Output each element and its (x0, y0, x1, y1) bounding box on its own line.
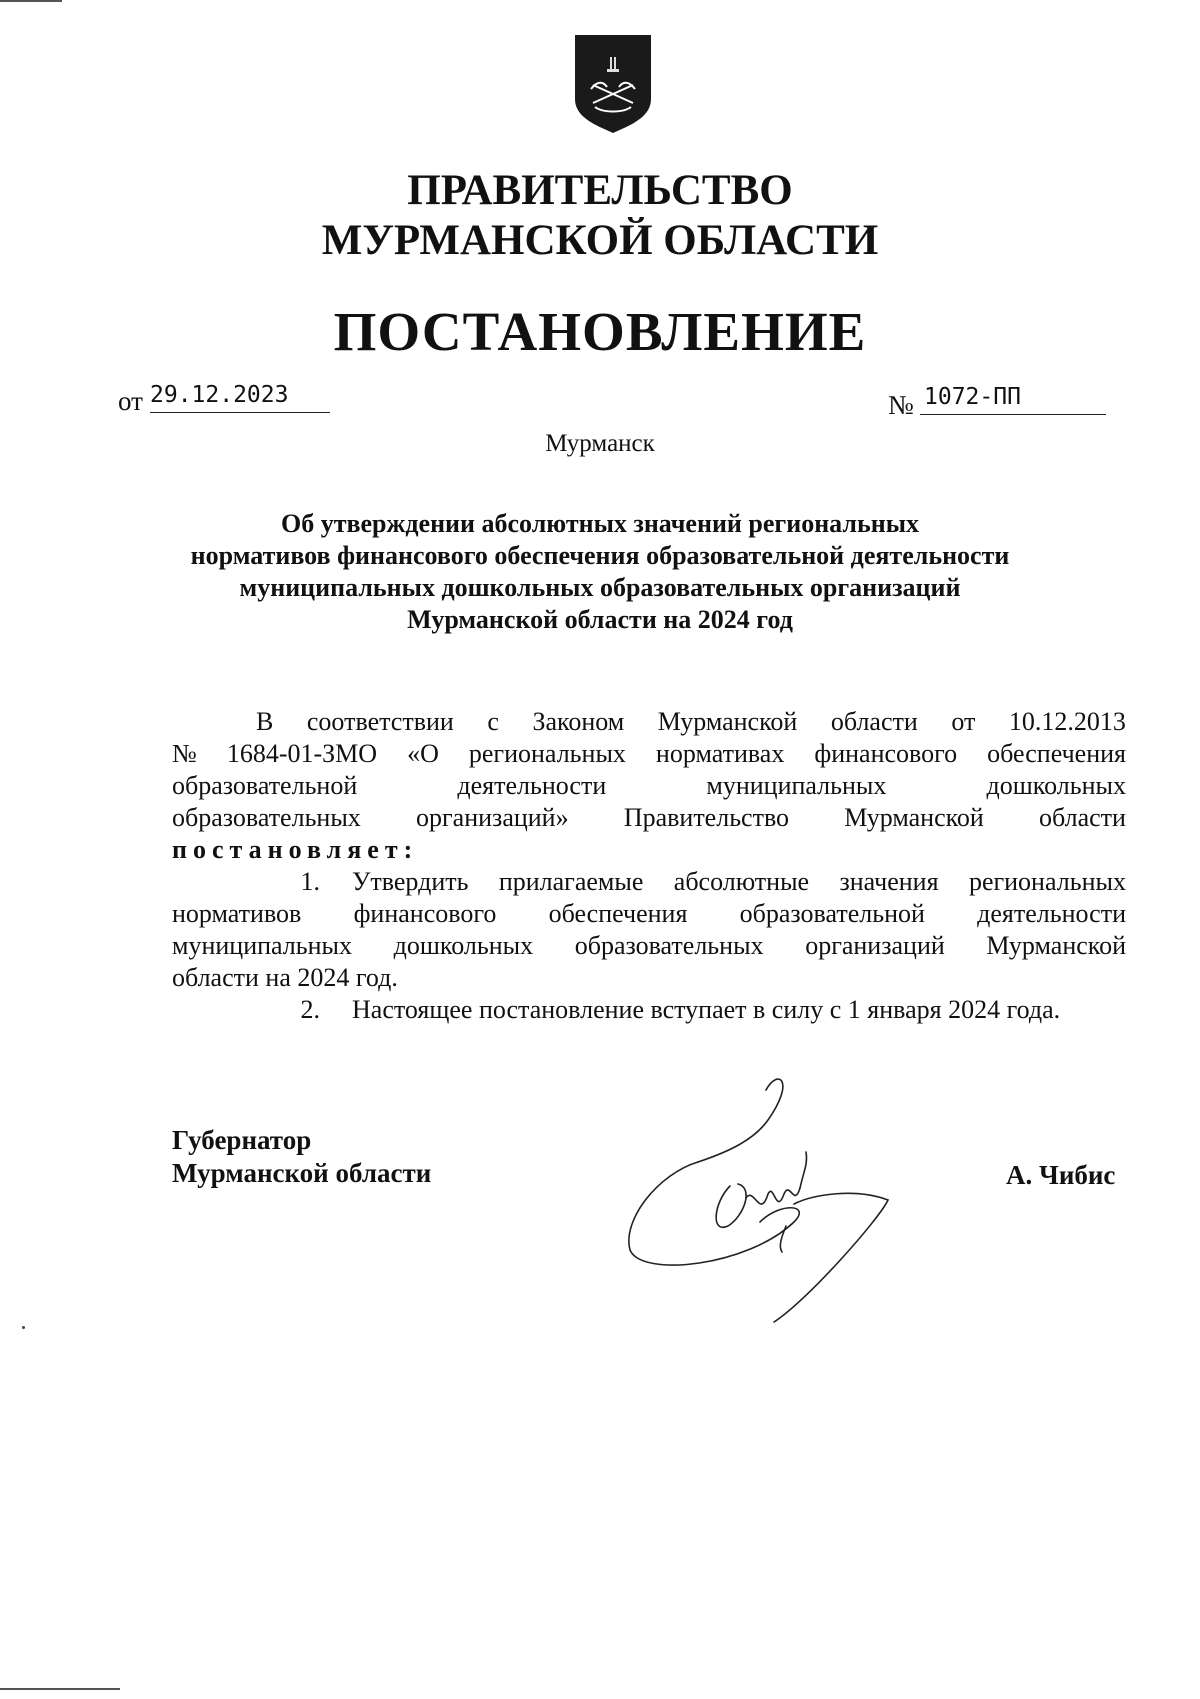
government-title-line2: МУРМАНСКОЙ ОБЛАСТИ (321, 217, 879, 264)
word: муниципальных (706, 771, 887, 800)
word: региональных (468, 739, 626, 768)
item-number: 2. (300, 995, 320, 1024)
number-sign: № (888, 390, 914, 420)
subject-line: Об утверждении абсолютных значений региональных (280, 509, 920, 538)
scan-edge-line (0, 1688, 120, 1690)
word: 10.12.2013 (1008, 707, 1126, 736)
word: Мурманской (986, 931, 1126, 960)
date-prefix: от (118, 386, 143, 416)
word: Законом (532, 707, 625, 736)
scan-speck (22, 1326, 25, 1329)
handwritten-signature (618, 1070, 903, 1325)
word: нормативах (655, 739, 785, 768)
word: финансового (814, 739, 958, 768)
word: образовательных (172, 803, 361, 832)
item-text-line (172, 898, 1126, 930)
word: Мурманской (844, 803, 984, 832)
word: № (172, 739, 197, 768)
word: абсолютные (673, 867, 810, 896)
document-type-title: ПОСТАНОВЛЕНИЕ (333, 301, 867, 362)
subject-line: муниципальных дошкольных образовательных организаций (239, 573, 961, 602)
decree-word: постановляет: (172, 835, 419, 864)
city-name: Мурманск (545, 430, 655, 457)
word: Мурманской (657, 707, 798, 736)
word: деятельности (977, 899, 1126, 928)
scan-edge-line (0, 0, 62, 2)
signatory-name: А. Чибис (1006, 1160, 1116, 1190)
document-number: 1072-ПП (920, 384, 1106, 415)
position-line: Губернатор (172, 1125, 312, 1155)
word: В (256, 707, 274, 736)
document-body (172, 706, 1126, 1026)
word: дошкольных (986, 771, 1126, 800)
item-text-line (320, 866, 1126, 898)
decree-line (172, 834, 1126, 866)
word: муниципальных (172, 931, 353, 960)
word: «О (407, 739, 439, 768)
word: организаций (805, 931, 945, 960)
word: обеспечения (987, 739, 1126, 768)
word: области (830, 707, 918, 736)
word: образовательной (172, 771, 358, 800)
government-title-line1: ПРАВИТЕЛЬСТВО (407, 167, 793, 214)
word: 1684-01-ЗМО (226, 739, 378, 768)
word: образовательных (574, 931, 764, 960)
position-line: Мурманской области (172, 1158, 432, 1188)
subject-line: нормативов финансового обеспечения образовательной деятельности (190, 541, 1010, 570)
document-subject (0, 508, 1200, 636)
word: соответствии (306, 707, 454, 736)
preamble-line (172, 770, 1126, 802)
item-text-line (172, 962, 1126, 994)
decree-item-2 (172, 994, 1126, 1026)
word: значения (839, 867, 939, 896)
word: образовательной (739, 899, 925, 928)
item-text: Настоящее постановление вступает в силу с 1 января 2024 года. (352, 995, 1061, 1024)
preamble-line (172, 706, 1126, 738)
coat-of-arms-icon (573, 33, 653, 135)
item-number: 1. (300, 867, 320, 896)
document-date: 29.12.2023 (150, 382, 330, 413)
word: с (487, 707, 499, 736)
word: деятельности (457, 771, 607, 800)
signatory-position (172, 1124, 431, 1190)
preamble-line (172, 738, 1126, 770)
item-text-line (172, 930, 1126, 962)
word: Правительство (623, 803, 790, 832)
subject-line: Мурманской области на 2024 год (407, 605, 793, 634)
item-text-end: области на 2024 год. (172, 963, 398, 992)
word: от (951, 707, 976, 736)
word: дошкольных (393, 931, 534, 960)
word: прилагаемые (498, 867, 644, 896)
word: финансового (353, 899, 497, 928)
word: Утвердить (352, 867, 469, 896)
preamble-line (172, 802, 1126, 834)
word: обеспечения (548, 899, 688, 928)
word: региональных (968, 867, 1126, 896)
word: организаций» (416, 803, 569, 832)
decree-item-1 (172, 866, 1126, 898)
word: нормативов (172, 899, 302, 928)
word: области (1039, 803, 1126, 832)
